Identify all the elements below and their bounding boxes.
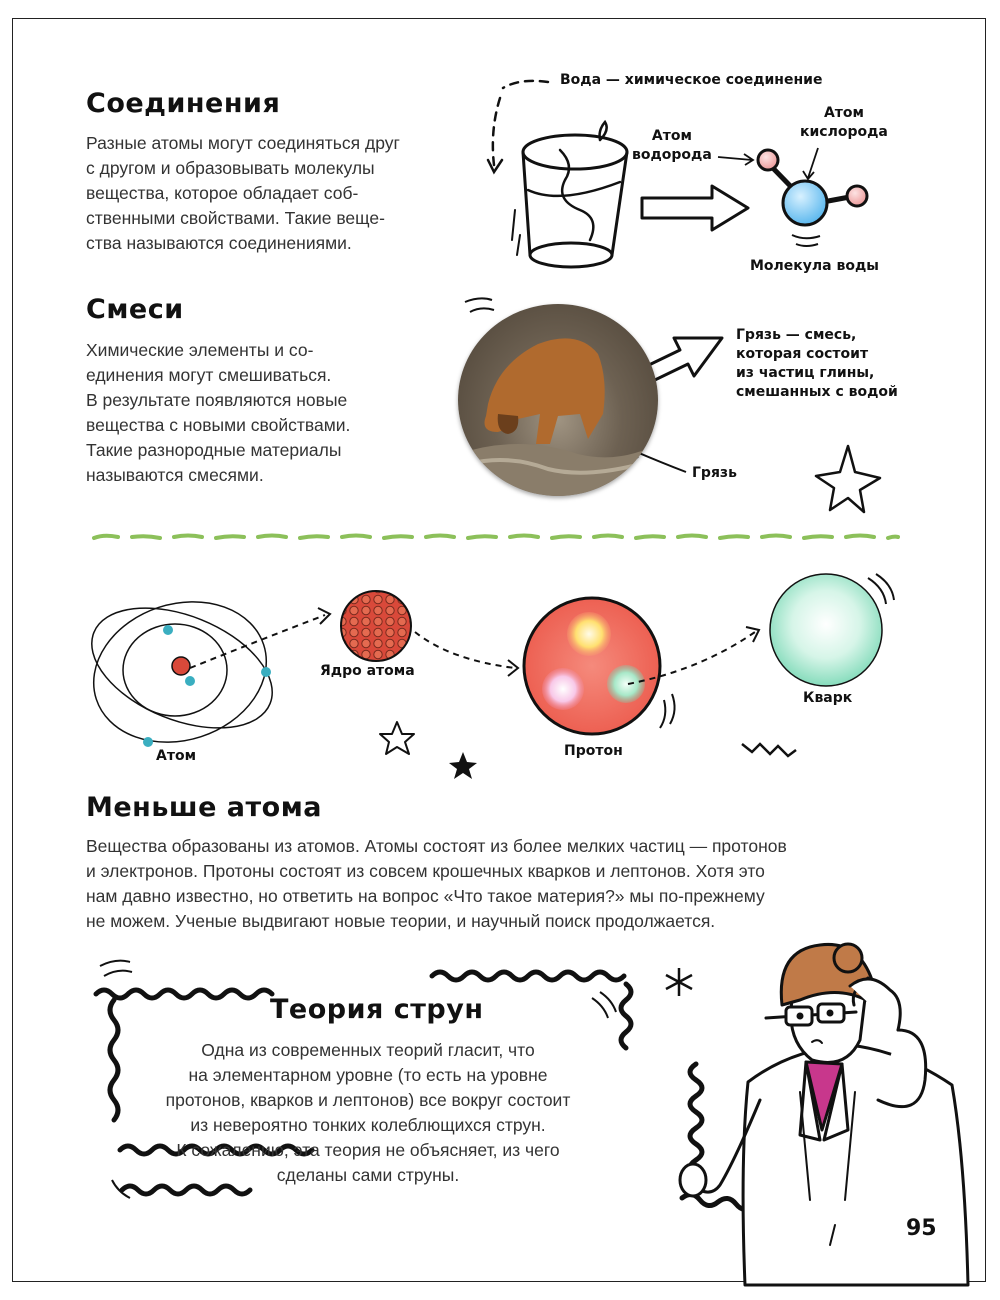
star-filled-icon: [449, 752, 477, 779]
label-hydrogen-line: Атом: [651, 128, 692, 144]
smaller-text-line: нам давно известно, но ответить на вопрос «Что такое материя?» мы по-прежнему: [86, 886, 765, 906]
mixtures-text-line: В результате появляются новые: [86, 390, 348, 410]
page-number: 95: [906, 1216, 937, 1241]
mixtures-text-line: Такие разнородные материалы: [86, 440, 342, 460]
water-molecule-icon: [718, 148, 867, 246]
dog-icon: [458, 304, 658, 496]
smaller-text: [86, 834, 787, 934]
label-nucleus: Ядро атома: [320, 663, 415, 679]
label-oxygen: [800, 104, 888, 142]
compounds-title: Соединения: [86, 88, 281, 119]
label-molecule: Молекула воды: [750, 258, 879, 274]
compounds-text-line: вещества, которое обладает соб-: [86, 183, 359, 203]
strings-text-line: Одна из современных теорий гласит, что: [201, 1040, 535, 1060]
quark-icon: [770, 574, 894, 686]
mixtures-text: [86, 338, 350, 488]
asterisk-icon: [666, 968, 692, 996]
strings-text: [126, 1038, 610, 1188]
compounds-text-line: ства называются соединениями.: [86, 233, 352, 253]
label-mud-mixture-line: смешанных с водой: [736, 384, 898, 400]
proton-icon: [524, 598, 675, 734]
mixtures-title: Смеси: [86, 294, 184, 325]
strings-title: Теория струн: [270, 994, 484, 1025]
mixtures-text-line: называются смесями.: [86, 465, 264, 485]
atom-icon: [74, 580, 289, 764]
smaller-text-line: не можем. Ученые выдвигают новые теории, и научный поиск продолжается.: [86, 911, 716, 931]
label-mud-mixture-line: которая состоит: [736, 346, 869, 362]
squiggle: [742, 744, 796, 756]
compounds-text-line: ственными свойствами. Такие веще-: [86, 208, 385, 228]
label-hydrogen-line: водорода: [632, 147, 712, 163]
label-quark: Кварк: [803, 690, 853, 706]
section-separator: [94, 536, 898, 539]
nucleus-icon: [341, 591, 411, 661]
mud-dog-photo: [458, 304, 658, 496]
mixtures-text-line: вещества с новыми свойствами.: [86, 415, 351, 435]
smaller-title: Меньше атома: [86, 792, 323, 823]
label-hydrogen: [632, 127, 712, 165]
label-mud-mixture-line: Грязь — смесь,: [736, 327, 857, 343]
strings-text-line: на элементарном уровне (то есть на уровне: [188, 1065, 548, 1085]
glass-illustration: [488, 81, 627, 267]
strings-text-line: из невероятно тонких колеблющихся струн.: [190, 1115, 546, 1135]
label-mud-mixture: [736, 326, 898, 402]
label-oxygen-line: кислорода: [800, 124, 888, 140]
arrow-right-icon: [642, 186, 748, 230]
smaller-text-line: и электронов. Протоны состоят из совсем крошечных кварков и лептонов. Хотя это: [86, 861, 765, 881]
compounds-text: [86, 131, 400, 256]
compounds-text-line: с другом и образовывать молекулы: [86, 158, 375, 178]
mixtures-text-line: Химические элементы и со-: [86, 340, 314, 360]
strings-text-line: протонов, кварков и лептонов) все вокруг состоит: [165, 1090, 571, 1110]
smaller-text-line: Вещества образованы из атомов. Атомы состоят из более мелких частиц — протонов: [86, 836, 787, 856]
mixtures-text-line: единения могут смешиваться.: [86, 365, 332, 385]
label-proton: Протон: [564, 743, 623, 759]
star-icon: [816, 446, 880, 512]
label-oxygen-line: Атом: [823, 105, 864, 121]
label-mud-mixture-line: из частиц глины,: [736, 365, 875, 381]
label-atom: Атом: [156, 748, 197, 764]
star-outline-icon: [380, 722, 414, 754]
label-water: Вода — химическое соединение: [560, 72, 823, 88]
compounds-text-line: Разные атомы могут соединяться друг: [86, 133, 400, 153]
strings-text-line: К сожалению, эта теория не объясняет, из чего: [176, 1140, 560, 1160]
strings-text-line: сделаны сами струны.: [276, 1165, 460, 1185]
label-mud: Грязь: [692, 465, 737, 481]
